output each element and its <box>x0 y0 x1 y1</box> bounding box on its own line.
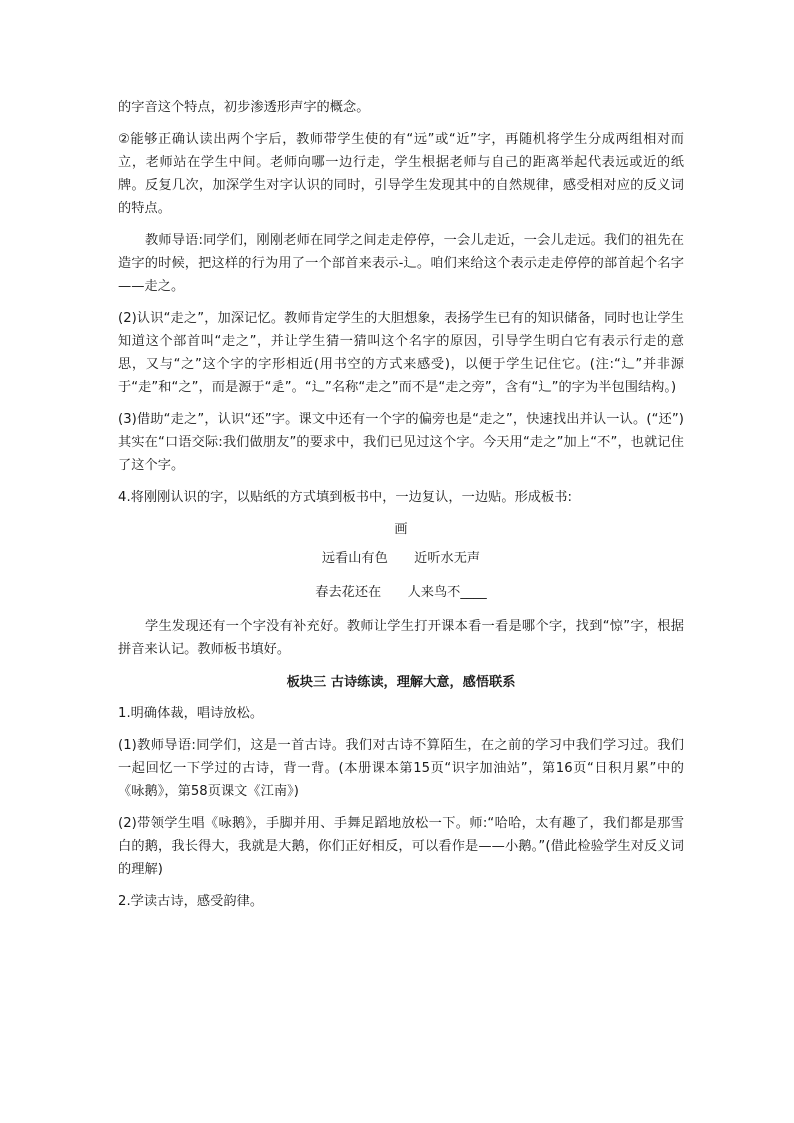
board-title: 画 <box>394 522 408 537</box>
section-heading: 板块三 古诗练读，理解大意，感悟联系 <box>286 675 516 690</box>
paragraph-recognize-radical: (2)认识“走之”，加深记忆。教师肯定学生的大胆想象，表扬学生已有的知识储备，同时也让学生知道这个部首叫“走之”，并让学生猜一猜叫这个名字的原因，引导学生明白它有表示行走的意思，又与“之”这个字的字形相近(用书空的方式来感受)，以便于学生记住它。(注:“辶”并非源于“走”和“之”，而是源于“辵”。“辶”名称“走之”而不是“走之旁”，含有“辶”的字为半包围结构。) <box>118 311 684 395</box>
paragraph-sing-poem: (2)带领学生唱《咏鹅》，手脚并用、手舞足蹈地放松一下。师:“哈哈，太有趣了，我们都是那雪白的鹅，我长得大，我就是大鹅，你们正好相反，可以看作是——小鹅。”(借此检验学生对反义词的理解) <box>118 816 684 877</box>
paragraph-step-4: 4.将刚刚认识的字，以贴纸的方式填到板书中，一边复认，一边贴。形成板书: <box>118 490 573 505</box>
document-body <box>118 94 684 922</box>
paragraph-review-poems: (1)教师导语:同学们，这是一首古诗。我们对古诗不算陌生，在之前的学习中我们学习过。我们一起回忆一下学过的古诗，背一背。(本册课本第15页“识字加油站”，第16页“日积月累”中的《咏鹅》，第58页课文《江南》) <box>118 738 684 799</box>
paragraph-step-1: 1.明确体裁，唱诗放松。 <box>118 706 264 721</box>
paragraph-teacher-guide: 教师导语:同学们，刚刚老师在同学之间走走停停，一会儿走近，一会儿走远。我们的祖先在造字的时候，把这样的行为用了一个部首来表示-辶。咱们来给这个表示走走停停的部首起个名字——走之。 <box>118 233 684 294</box>
paragraph-missing-char: 学生发现还有一个字没有补充好。教师让学生打开课本看一看是哪个字，找到“惊”字，根据拼音来认记。教师板书填好。 <box>118 619 684 657</box>
paragraph-step-2: ②能够正确认读出两个字后，教师带学生使的有“远”或“近”字，再随机将学生分成两组相对而立，老师站在学生中间。老师向哪一边行走，学生根据老师与自己的距离举起代表远或近的纸牌。反复几次，加深学生对字认识的同时，引导学生发现其中的自然规律，感受相对应的反义词的特点。 <box>118 132 684 216</box>
board-line-1: 远看山有色 近听水无声 <box>321 551 481 566</box>
paragraph-step-2-read: 2.学读古诗，感受韵律。 <box>118 894 264 909</box>
board-line-2: 春去花还在 人来鸟不____ <box>315 585 487 600</box>
paragraph-intro-end: 的字音这个特点，初步渗透形声字的概念。 <box>118 100 370 115</box>
paragraph-learn-huan: (3)借助“走之”，认识“还”字。课文中还有一个字的偏旁也是“走之”，快速找出并认一认。(“还”)其实在“口语交际:我们做朋友”的要求中，我们已见过这个字。今天用“走之”加上“不”，也就记住了这个字。 <box>118 412 684 473</box>
